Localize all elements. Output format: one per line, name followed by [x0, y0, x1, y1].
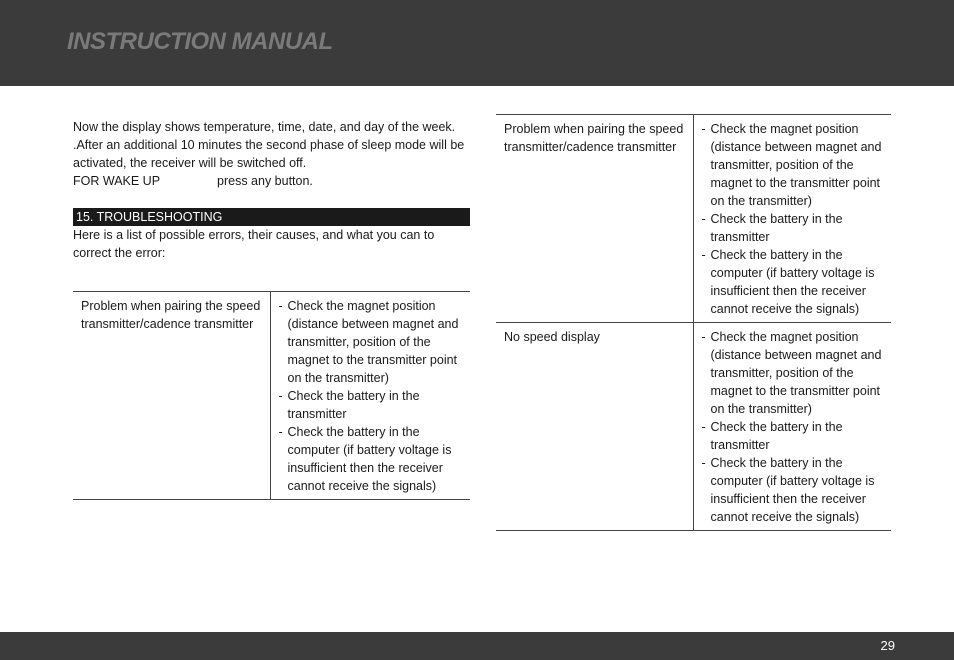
- remedy-list: [702, 120, 886, 318]
- remedy-list: [279, 297, 465, 495]
- wake-up-action: press any button.: [217, 174, 313, 188]
- remedy-item: - Check the battery in the computer (if battery voltage is insufficient then the receiver cannot receive the signals): [702, 246, 886, 318]
- troubleshooting-table-left: [73, 291, 470, 500]
- troubleshooting-table-right: [496, 114, 891, 531]
- remedy-item: - Check the magnet position (distance between magnet and transmitter, position of the magnet to the transmitter point on the transmitter): [279, 297, 465, 387]
- remedy-item: - Check the magnet position (distance between magnet and transmitter, position of the magnet to the transmitter point on the transmitter): [702, 328, 886, 418]
- page-number: 29: [880, 638, 895, 653]
- section-description: Here is a list of possible errors, their causes, and what you can to correct the error:: [73, 228, 435, 260]
- problem-cell: Problem when pairing the speed transmitter/cadence transmitter: [496, 115, 693, 323]
- problem-cell: No speed display: [496, 323, 693, 531]
- wake-up-label: FOR WAKE UP: [73, 174, 161, 188]
- right-column: [496, 114, 891, 531]
- header-bar: [0, 0, 954, 86]
- table-row: [496, 115, 891, 323]
- section-heading: 15. TROUBLESHOOTING: [73, 208, 470, 226]
- remedy-item: - Check the battery in the transmitter: [702, 418, 886, 454]
- intro-line-2: .After an additional 10 minutes the second phase of sleep mode will be activated, the receiver will be switched off.: [73, 138, 465, 170]
- footer-bar: [0, 632, 954, 660]
- table-row: [73, 292, 470, 500]
- remedy-cell: [270, 292, 470, 500]
- remedy-cell: [693, 115, 891, 323]
- remedy-item: - Check the battery in the computer (if battery voltage is insufficient then the receiver cannot receive the signals): [702, 454, 886, 526]
- manual-title: INSTRUCTION MANUAL: [67, 28, 333, 55]
- remedy-cell: [693, 323, 891, 531]
- wake-up-instruction: [73, 172, 470, 190]
- table-row: [496, 323, 891, 531]
- remedy-item: - Check the magnet position (distance between magnet and transmitter, position of the magnet to the transmitter point on the transmitter): [702, 120, 886, 210]
- problem-cell: Problem when pairing the speed transmitter/cadence transmitter: [73, 292, 270, 500]
- remedy-item: - Check the battery in the transmitter: [279, 387, 465, 423]
- remedy-list: [702, 328, 886, 526]
- intro-line-1: Now the display shows temperature, time, date, and day of the week.: [73, 120, 456, 134]
- remedy-item: - Check the battery in the computer (if battery voltage is insufficient then the receiver cannot receive the signals): [279, 423, 465, 495]
- left-column: [73, 118, 470, 500]
- remedy-item: - Check the battery in the transmitter: [702, 210, 886, 246]
